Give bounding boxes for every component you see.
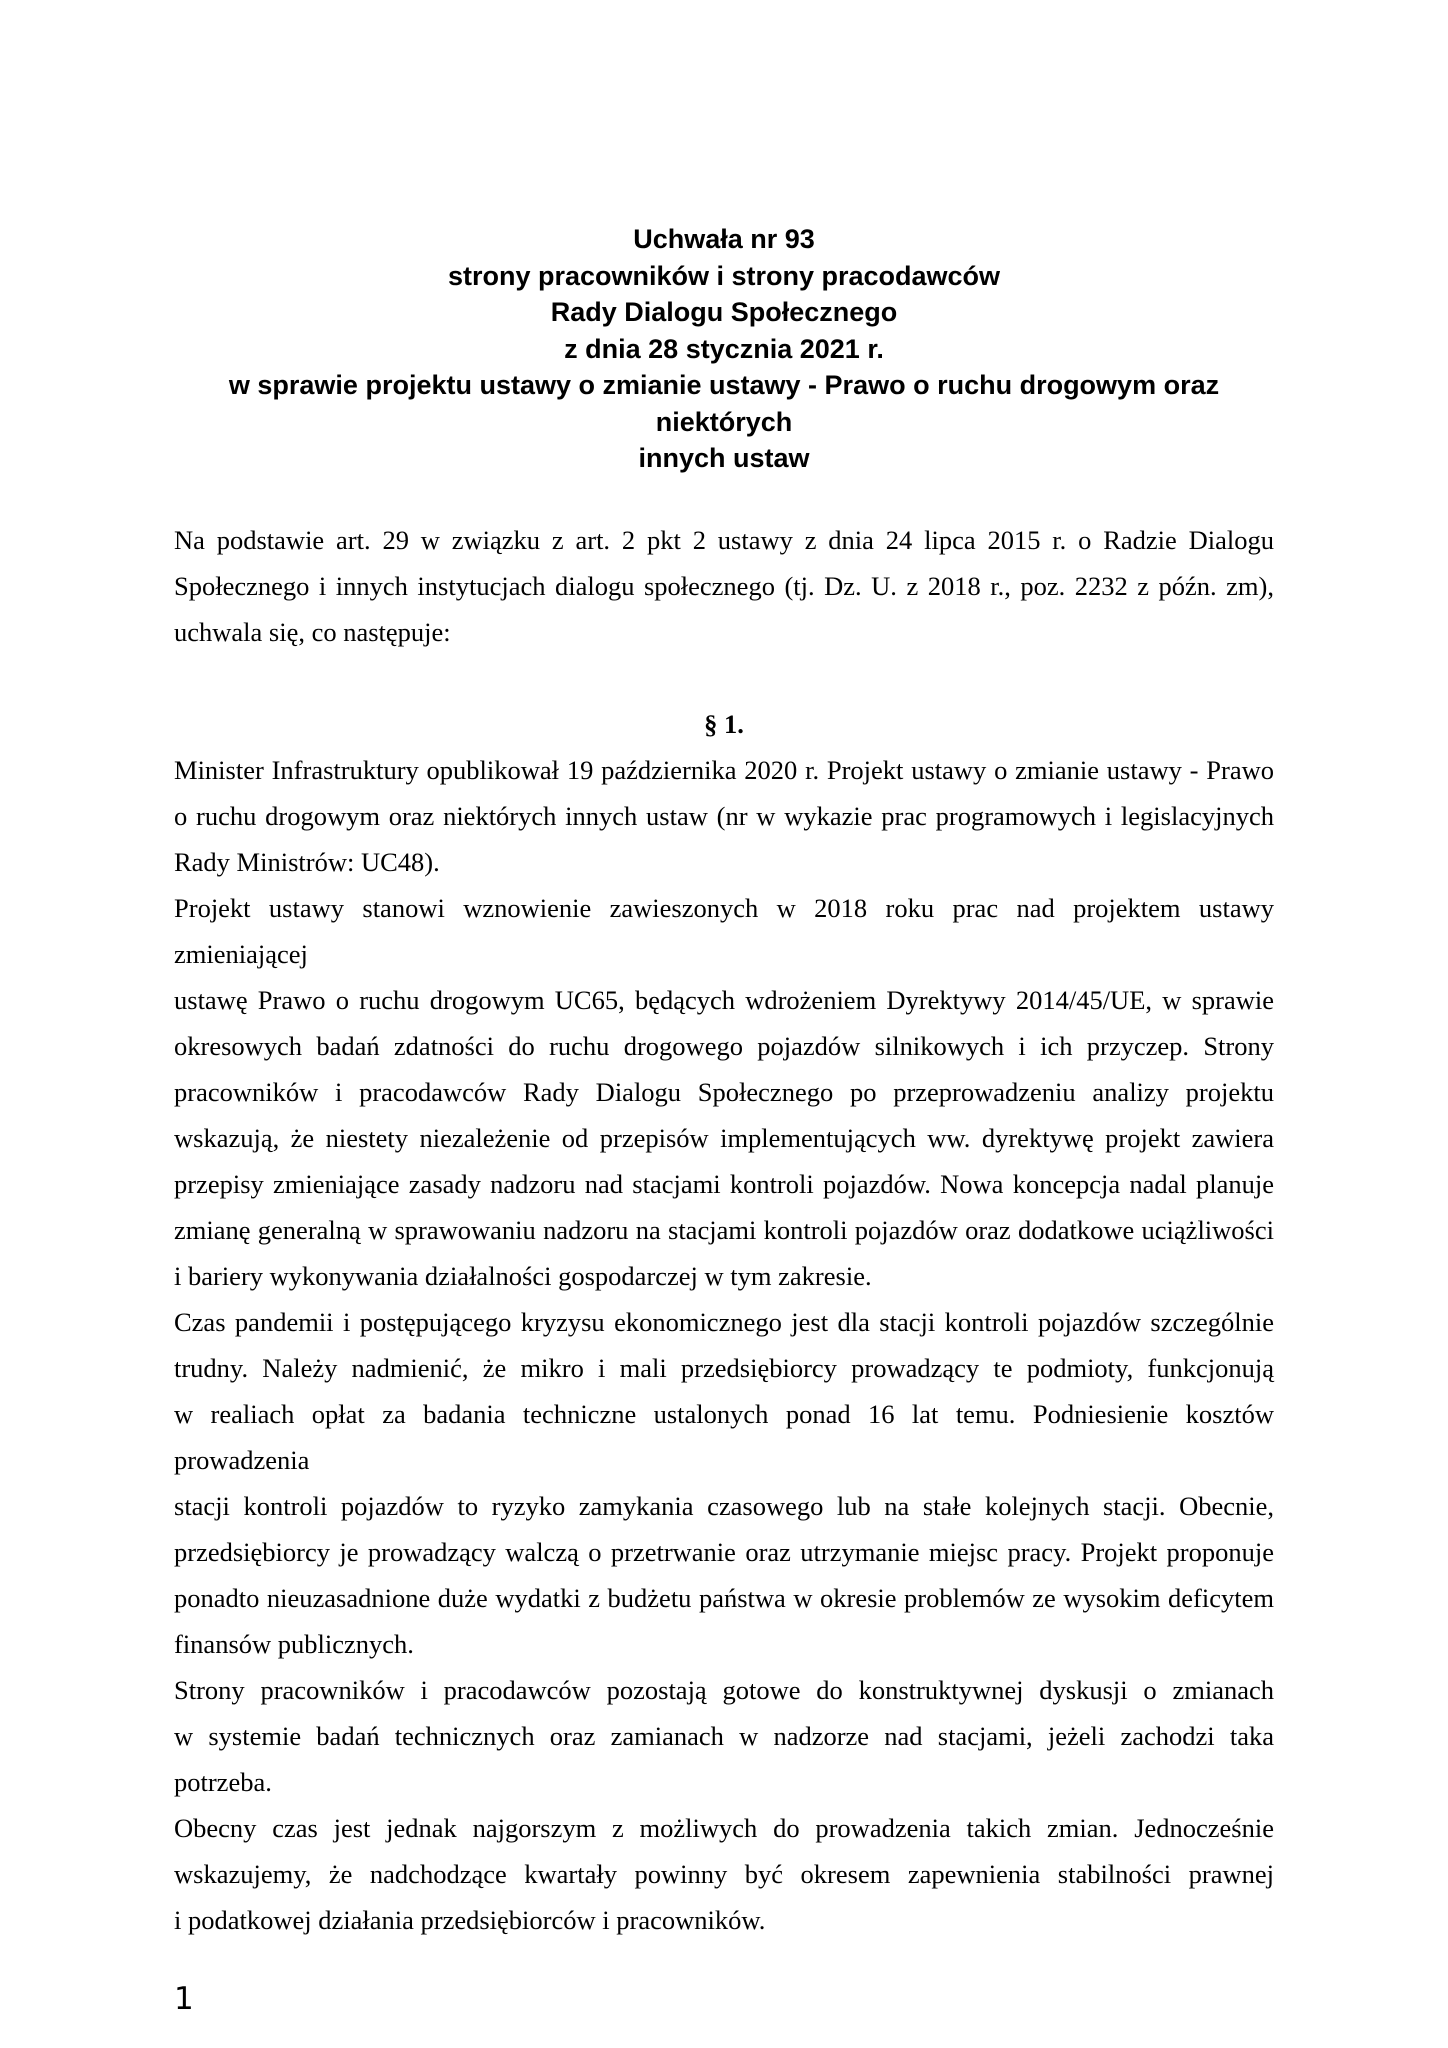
- text-line: okresowych badań zdatności do ruchu drogowego pojazdów silnikowych i ich przyczep. Strony: [174, 1031, 1274, 1061]
- text-line: ponadto nieuzasadnione duże wydatki z budżetu państwa w okresie problemów ze wysokim deficytem: [174, 1583, 1274, 1613]
- body-paragraph-1: [174, 747, 1274, 885]
- document-title: [174, 221, 1274, 477]
- text-line: strony pracowników i strony pracodawców: [447, 260, 1001, 291]
- text-line: Uchwała nr 93: [633, 224, 815, 254]
- text-line: Strony pracowników i pracodawców pozostają gotowe do konstruktywnej dyskusji o zmianach: [174, 1675, 1274, 1705]
- text-line: Projekt ustawy stanowi wznowienie zawieszonych w 2018 roku prac nad projektem ustawy zmieniającej: [174, 893, 1274, 969]
- text-line: Rady Ministrów: UC48).: [174, 847, 440, 877]
- text-line: w realiach opłat za badania techniczne ustalonych ponad 16 lat temu. Podniesienie kosztów prowadzenia: [174, 1399, 1274, 1475]
- text-line: ustawę Prawo o ruchu drogowym UC65, będących wdrożeniem Dyrektywy 2014/45/UE, w sprawie: [174, 985, 1274, 1015]
- text-line: stacji kontroli pojazdów to ryzyko zamykania czasowego lub na stałe kolejnych stacji. Obecnie,: [174, 1491, 1274, 1521]
- text-line: o ruchu drogowym oraz niektórych innych ustaw (nr w wykazie prac programowych i legislacyjnych: [174, 801, 1274, 831]
- intro-paragraph: [174, 517, 1274, 655]
- text-line: Minister Infrastruktury opublikował 19 października 2020 r. Projekt ustawy o zmianie ustawy - Prawo: [174, 755, 1274, 785]
- text-line: i podatkowej działania przedsiębiorców i pracowników.: [174, 1905, 766, 1935]
- text-line: z dnia 28 stycznia 2021 r.: [564, 333, 884, 364]
- body-paragraph-2: [174, 885, 1274, 1299]
- text-line: w sprawie projektu ustawy o zmianie ustawy - Prawo o ruchu drogowym oraz niektórych: [228, 370, 1220, 437]
- text-line: wskazują, że niestety niezależenie od przepisów implementujących ww. dyrektywę projekt zawiera: [174, 1123, 1274, 1153]
- body-paragraph-3: [174, 1299, 1274, 1667]
- text-line: innych ustaw: [638, 443, 810, 473]
- document-body: [174, 517, 1274, 1943]
- page-number: 1: [174, 1981, 194, 2017]
- text-line: wskazujemy, że nadchodzące kwartały powinny być okresem zapewnienia stabilności prawnej: [174, 1859, 1274, 1889]
- text-line: Społecznego i innych instytucjach dialogu społecznego (tj. Dz. U. z 2018 r., poz. 2232 z późn. zm),: [174, 571, 1274, 601]
- text-line: w systemie badań technicznych oraz zamianach w nadzorze nad stacjami, jeżeli zachodzi taka potrzeba.: [174, 1721, 1274, 1797]
- text-line: zmianę generalną w sprawowaniu nadzoru na stacjami kontroli pojazdów oraz dodatkowe uciążliwości: [174, 1215, 1274, 1245]
- text-line: pracowników i pracodawców Rady Dialogu Społecznego po przeprowadzeniu analizy projektu: [174, 1077, 1274, 1107]
- text-line: przepisy zmieniające zasady nadzoru nad stacjami kontroli pojazdów. Nowa koncepcja nadal planuje: [174, 1169, 1274, 1199]
- text-line: Czas pandemii i postępującego kryzysu ekonomicznego jest dla stacji kontroli pojazdów szczególnie: [174, 1307, 1274, 1337]
- text-line: Na podstawie art. 29 w związku z art. 2 pkt 2 ustawy z dnia 24 lipca 2015 r. o Radzie Dialogu: [174, 525, 1274, 555]
- text-line: przedsiębiorcy je prowadzący walczą o przetrwanie oraz utrzymanie miejsc pracy. Projekt proponuje: [174, 1537, 1274, 1567]
- text-line: uchwala się, co następuje:: [174, 617, 451, 647]
- section-heading: § 1.: [704, 709, 744, 739]
- text-line: trudny. Należy nadmienić, że mikro i mali przedsiębiorcy prowadzący te podmioty, funkcjonują: [174, 1353, 1274, 1383]
- text-line: Obecny czas jest jednak najgorszym z możliwych do prowadzenia takich zmian. Jednocześnie: [174, 1813, 1274, 1843]
- body-paragraph-4: [174, 1667, 1274, 1943]
- text-line: Rady Dialogu Społecznego: [550, 297, 898, 327]
- text-line: i bariery wykonywania działalności gospodarczej w tym zakresie.: [174, 1261, 872, 1291]
- text-line: finansów publicznych.: [174, 1629, 414, 1659]
